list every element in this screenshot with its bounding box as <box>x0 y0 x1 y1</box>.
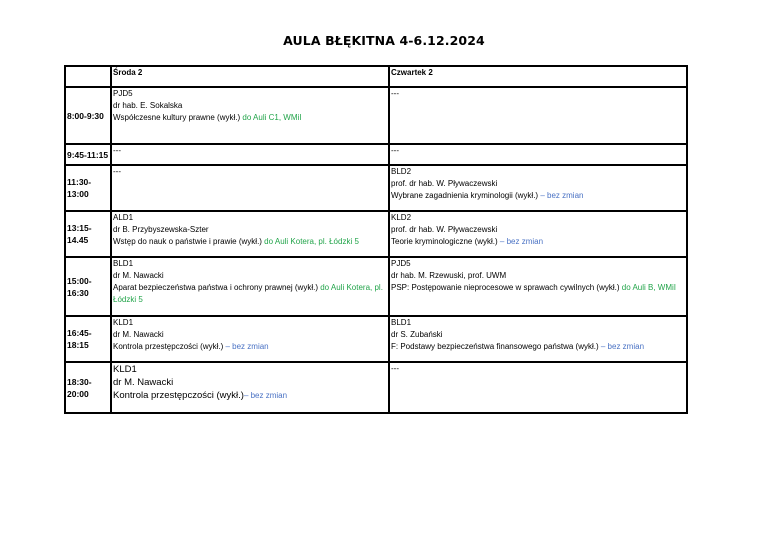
table-row <box>65 211 687 257</box>
time-slot: 11:30-13:00 <box>65 165 111 211</box>
day-header-wednesday: Środa 2 <box>111 66 389 87</box>
class-cell <box>389 165 687 211</box>
time-slot: 18:30-20:00 <box>65 362 111 413</box>
course-code: BLD2 <box>391 167 412 176</box>
course-line <box>113 282 388 306</box>
teacher-name: prof. dr hab. W. Pływaczewski <box>391 225 498 234</box>
course-code: KLD1 <box>113 364 137 375</box>
course-line <box>113 341 388 353</box>
teacher-name: dr B. Przybyszewska-Szter <box>113 225 209 234</box>
status-note: – bez zmian <box>223 342 269 351</box>
room-note: do Auli C1, WMiI <box>240 113 302 122</box>
course-code: KLD2 <box>391 213 412 222</box>
course-line <box>391 341 686 353</box>
table-row <box>65 87 687 144</box>
table-row <box>65 165 687 211</box>
status-note: – bez zmian <box>497 237 544 246</box>
table-row <box>65 316 687 362</box>
class-cell <box>389 257 687 316</box>
day-header-thursday: Czwartek 2 <box>389 66 687 87</box>
course-name: Wybrane zagadnienia kryminologii (wykł.) <box>391 191 539 200</box>
teacher-name: dr hab. E. Sokalska <box>113 101 183 110</box>
course-line <box>391 190 686 202</box>
time-slot: 9:45-11:15 <box>65 144 111 165</box>
teacher-name: dr M. Nawacki <box>113 377 174 388</box>
status-note: – bez zmian <box>243 391 288 400</box>
page-title: AULA BŁĘKITNA 4-6.12.2024 <box>283 33 485 48</box>
time-slot: 13:15-14.45 <box>65 211 111 257</box>
course-name: Kontrola przestępczości (wykł.) <box>113 390 244 401</box>
class-cell <box>389 211 687 257</box>
class-cell <box>389 316 687 362</box>
table-row <box>65 362 687 413</box>
class-cell <box>111 211 389 257</box>
empty-marker: --- <box>113 167 121 176</box>
course-name: Teorie kryminologiczne (wykł.) <box>391 237 498 246</box>
schedule-table <box>64 65 688 414</box>
course-name: F: Podstawy bezpieczeństwa finansowego państwa (wykł.) <box>391 342 599 351</box>
empty-cell <box>389 362 687 413</box>
empty-cell <box>389 144 687 165</box>
empty-marker: --- <box>391 146 399 155</box>
class-cell <box>111 257 389 316</box>
teacher-name: dr hab. M. Rzewuski, prof. UWM <box>391 271 507 280</box>
course-code: BLD1 <box>391 318 412 327</box>
course-name: Aparat bezpieczeństwa państwa i ochrony prawnej (wykł.) <box>113 283 318 292</box>
course-line <box>391 236 686 248</box>
teacher-name: dr M. Nawacki <box>113 330 164 339</box>
header-row <box>65 66 687 87</box>
room-note: do Auli Kotera, pl. Łódzki 5 <box>261 237 359 246</box>
time-slot: 15:00-16:30 <box>65 257 111 316</box>
course-name: Wstęp do nauk o państwie i prawie (wykł.) <box>113 237 262 246</box>
time-slot: 16:45-18:15 <box>65 316 111 362</box>
course-code: PJD5 <box>113 89 133 98</box>
empty-cell <box>111 165 389 211</box>
course-line <box>113 112 388 124</box>
empty-marker: --- <box>391 364 399 373</box>
table-row <box>65 144 687 165</box>
status-note: – bez zmian <box>598 342 645 351</box>
corner-cell <box>65 66 111 87</box>
course-code: BLD1 <box>113 259 134 268</box>
empty-marker: --- <box>391 89 399 98</box>
class-cell <box>111 316 389 362</box>
status-note: – bez zmian <box>538 191 584 200</box>
course-code: PJD5 <box>391 259 411 268</box>
course-name: Współczesne kultury prawne (wykł.) <box>113 113 241 122</box>
time-slot: 8:00-9:30 <box>65 87 111 144</box>
teacher-name: dr S. Zubański <box>391 330 443 339</box>
teacher-name: dr M. Nawacki <box>113 271 164 280</box>
course-name: PSP: Postępowanie nieprocesowe w sprawach cywilnych (wykł.) <box>391 283 620 292</box>
empty-cell <box>389 87 687 144</box>
class-cell <box>111 87 389 144</box>
empty-marker: --- <box>113 146 121 155</box>
teacher-name: prof. dr hab. W. Pływaczewski <box>391 179 498 188</box>
course-name: Kontrola przestępczości (wykł.) <box>113 342 224 351</box>
room-note: do Auli B, WMiI <box>619 283 677 292</box>
empty-cell <box>111 144 389 165</box>
table-row <box>65 257 687 316</box>
course-line <box>113 389 388 402</box>
room-note: do Auli Kotera, pl. Łódzki 5 <box>113 283 383 304</box>
course-line <box>113 236 388 248</box>
class-cell <box>111 362 389 413</box>
course-line <box>391 282 686 294</box>
course-code: ALD1 <box>113 213 134 222</box>
course-code: KLD1 <box>113 318 134 327</box>
